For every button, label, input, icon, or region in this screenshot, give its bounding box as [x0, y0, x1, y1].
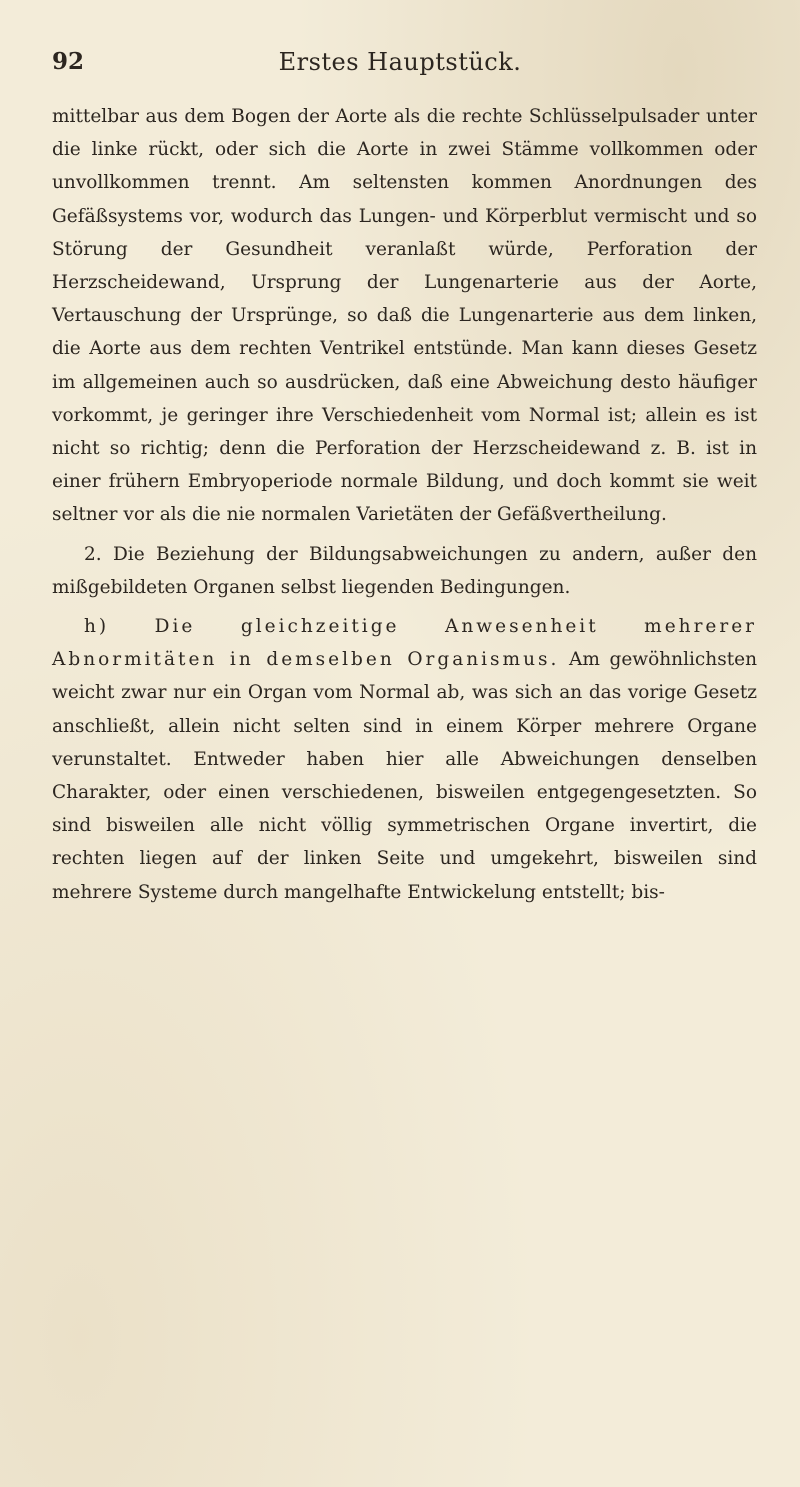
paragraph-section-2: 2. Die Beziehung der Bildungsabweichungen zu andern, außer den mißgebildeten Organen selbst liegenden Bedingungen. [52, 543, 757, 598]
paragraph-continuation: mittelbar aus dem Bogen der Aorte als die rechte Schlüsselpulsader unter die linke rückt, oder sich die Aorte in zwei Stämme vollkommen oder unvollkommen trennt. Am seltensten kommen Anordnungen des Gefäßsystems vor, wodurch das Lungen- und Körperblut vermischt und so Störung der Gesundheit veranlaßt würde, Perforation der Herzscheidewand, Ursprung der Lungenarterie aus der Aorte, Vertauschung der Ursprünge, so daß die Lungenarterie aus dem linken, die Aorte aus dem rechten Ventrikel entstünde. Man kann dieses Gesetz im allgemeinen auch so ausdrücken, daß eine Abweichung desto häufiger vorkommt, je geringer ihre Verschiedenheit vom Normal ist; allein es ist nicht so richtig; denn die Perforation der Herzscheidewand z. B. ist in einer frühern Embryoperiode normale Bildung, und doch kommt sie weit seltner vor als die nie normalen Varietäten der Gefäßvertheilung. [52, 106, 757, 526]
page-number: 92 [52, 48, 85, 75]
page-header [52, 48, 748, 88]
body-text [52, 100, 757, 909]
section-h-text: Am gewöhnlichsten weicht zwar nur ein Organ vom Normal ab, was sich an das vorige Gesetz anschließt, allein nicht selten sind in einem Körper mehrere Organe verunstaltet. Entweder haben hier alle Abweichungen denselben Charakter, oder einen verschiedenen, bisweilen entgegengesetzten. So sind bisweilen alle nicht völlig symmetrischen Organe invertirt, die rechten liegen auf der linken Seite und umgekehrt, bisweilen sind mehrere Systeme durch mangelhafte Entwickelung entstellt; bis- [52, 649, 757, 903]
paragraph-section-h [52, 610, 757, 909]
section-h-label: h) Die gleichzeitige Anwesenheit mehrerer Abnormitäten in demselben Organismus. [52, 616, 757, 671]
running-head: Erstes Hauptstück. [278, 48, 522, 76]
